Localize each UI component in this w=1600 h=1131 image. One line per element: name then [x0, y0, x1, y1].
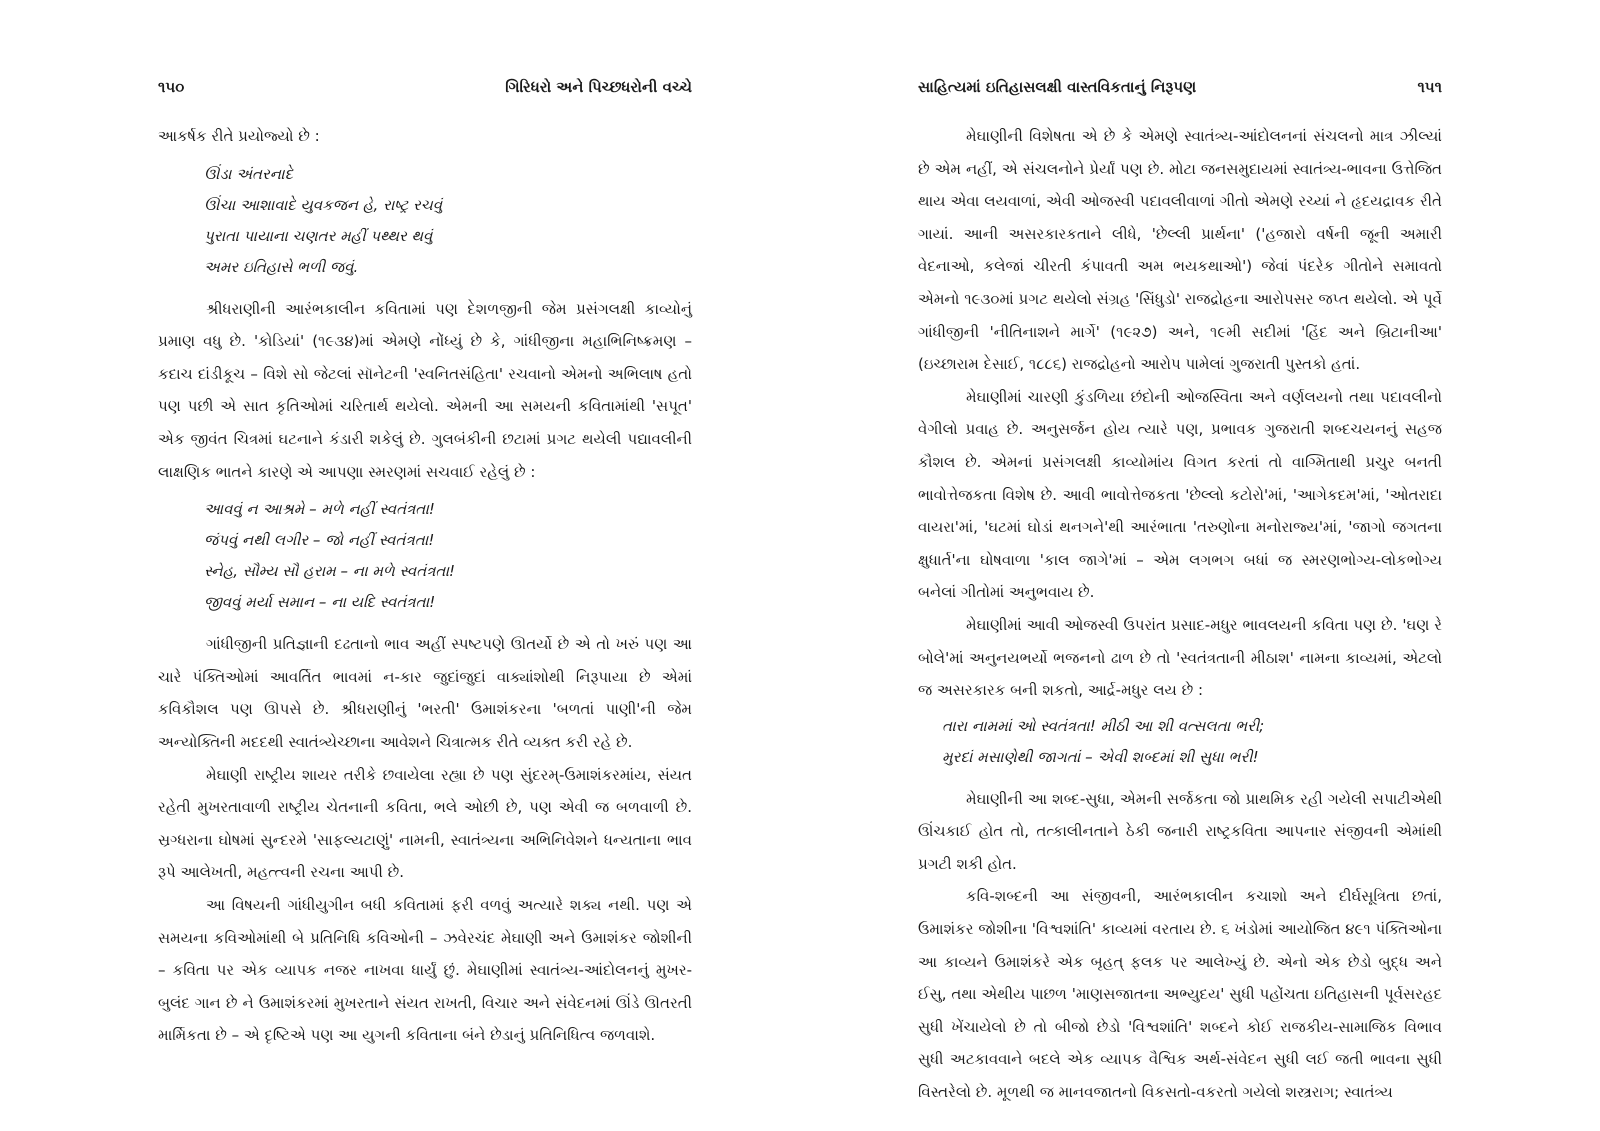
verse-line: જંપવું નથી લગીર – જો નહીં સ્વતંત્રતા! — [204, 531, 435, 550]
paragraph: આ વિષયની ગાંધીયુગીન બધી કવિતામાં ફરી વળવું અત્યારે શક્ય નથી. પણ એ સમયના કવિઓમાંથી બે પ્રતિનિધિ કવિઓની – ઝવેરચંદ મેઘાણી અને ઉમાશંકર જોશીની – કવિતા પર એક વ્યાપક નજર નાખવા ધાર્યું છું. મેઘાણીમાં સ્વાતંત્ર્ય-આંદોલનનું મુખર-બુલંદ ગાન છે ને ઉમાશંકરમાં મુખરતાને સંયત રાખતી, વિચાર અને સંવેદનમાં ઊંડે ઊતરતી માર્મિકતા છે – એ દૃષ્ટિએ પણ આ યુગની કવિતાના બંને છેડાનું પ્રતિનિધિત્વ જળવાશે. — [158, 895, 692, 1045]
running-head: ગિરિધરો અને પિચ્છધરોની વચ્ચે — [505, 78, 692, 96]
verse-line: પુરાતા પાયાના ચણતર મહીં પથ્થર થવું — [204, 226, 433, 245]
verse-block — [204, 494, 692, 618]
verse-block — [942, 711, 1442, 773]
running-head: સાહિત્યમાં ઇતિહાસલક્ષી વાસ્તવિકતાનું નિરૂપણ — [918, 78, 1197, 96]
page-number: ૧૫૦ — [158, 78, 185, 96]
right-page — [918, 78, 1442, 1109]
paragraph: મેઘાણી રાષ્ટ્રીય શાયર તરીકે છવાયેલા રહ્યા છે પણ સુંદરમ્-ઉમાશંકરમાંય, સંયત રહેતી મુખરતાવાળી રાષ્ટ્રીય ચેતનાની કવિતા, ભલે ઓછી છે, પણ એવી જ બળવાળી છે. સ્રગ્ધરાના ઘોષમાં સુન્દરમે 'સાફલ્યટાણું' નામની, સ્વાતંત્ર્યના અભિનિવેશને ધન્યતાના ભાવ રૂપે આલેખતી, મહત્ત્વની રચના આપી છે. — [158, 765, 692, 882]
verse-line: મુરદાં મસાણેથી જાગતાં – એવી શબ્દમાં શી સુધા ભરી! — [942, 747, 1259, 766]
left-page-header — [158, 78, 692, 96]
verse-line: અમર ઇતિહાસે ભળી જવું. — [204, 257, 359, 276]
verse-line: આવવું ન આશ્રમે – મળે નહીં સ્વતંત્રતા! — [204, 500, 435, 519]
paragraph: શ્રીધરાણીની આરંભકાલીન કવિતામાં પણ દેશળજીની જેમ પ્રસંગલક્ષી કાવ્યોનું પ્રમાણ વધુ છે. 'કોડિયાં' (૧૯૩૪)માં એમણે નોંધ્યું છે કે, ગાંધીજીના મહાભિનિષ્ક્રમણ – કદાચ દાંડીકૂચ – વિશે સો જેટલાં સૉનેટની 'સ્વનિતસંહિતા' રચવાનો એમનો અભિલાષ હતો પણ પછી એ સાત કૃતિઓમાં ચરિતાર્થ થયેલો. એમની આ સમયની કવિતામાંથી 'સપૂત' એક જીવંત ચિત્રમાં ઘટનાને કંડારી શકેલું છે. ગુલબંકીની છટામાં પ્રગટ થયેલી પદ્યાવલીની લાક્ષણિક ભાતને કારણે એ આપણા સ્મરણમાં સચવાઈ રહેલું છે : — [158, 299, 692, 481]
verse-line: તારા નામમાં ઓ સ્વતંત્રતા! મીઠી આ શી વત્સલતા ભરી; — [942, 716, 1265, 735]
verse-line: ઊંડા અંતરનાદે — [204, 164, 293, 183]
verse-line: જીવવું મર્યા સમાન – ના યદિ સ્વતંત્રતા! — [204, 593, 436, 612]
verse-line: સ્નેહ, સૌમ્ય સૌ હરામ – ના મળે સ્વતંત્રતા! — [204, 562, 456, 581]
paragraph: મેઘાણીમાં ચારણી કુંડળિયા છંદોની ઓજસ્વિતા અને વર્ણલયનો તથા પદાવલીનો વેગીલો પ્રવાહ છે. અનુસર્જન હોય ત્યારે પણ, પ્રભાવક ગુજરાતી શબ્દચયનનું સહજ કૌશલ છે. એમનાં પ્રસંગલક્ષી કાવ્યોમાંય વિગત કરતાં તો વાગ્મિતાથી પ્રચુર બનતી ભાવોત્તેજકતા વિશેષ છે. આવી ભાવોત્તેજકતા 'છેલ્લો કટોરો'માં, 'આગેકદમ'માં, 'ઓતરાદા વાયરા'માં, 'ઘટમાં ઘોડાં થનગને'થી આરંભાતા 'તરુણોના મનોરાજ્ય'માં, 'જાગો જગતના ક્ષુધાર્ત'ના ઘોષવાળા 'કાલ જાગે'માં – એમ લગભગ બધાં જ સ્મરણભોગ્ય-લોકભોગ્ય બનેલાં ગીતોમાં અનુભવાય છે. — [918, 387, 1442, 602]
page-number: ૧૫૧ — [1417, 78, 1442, 96]
left-page — [158, 78, 692, 1052]
paragraph: કવિ-શબ્દની આ સંજીવની, આરંભકાલીન કચાશો અને દીર્ઘસૂત્રિતા છતાં, ઉમાશંકર જોશીના 'વિશ્વશાંતિ' કાવ્યમાં વરતાય છે. ૬ ખંડોમાં આયોજિત ૪૯૧ પંક્તિઓના આ કાવ્યને ઉમાશંકરે એક બૃહત્ ફલક પર આલેખ્યું છે. એનો એક છેડો બુદ્ધ અને ઈસુ, તથા એથીય પાછળ 'માણસજાતના અભ્યુદય' સુધી પહોંચતા ઇતિહાસની પૂર્વસરહદ સુધી ખેંચાયેલો છે તો બીજો છેડો 'વિશ્વશાંતિ' શબ્દને કોઈ રાજકીય-સામાજિક વિભાવ સુધી અટકાવવાને બદલે એક વ્યાપક વૈશ્વિક અર્થ-સંવેદન સુધી લઈ જતી ભાવના સુધી વિસ્તરેલો છે. મૂળથી જ માનવજાતનો વિકસતો-વકરતો ગયેલો શસ્ત્રરાગ; સ્વાતંત્ર્ય — [918, 887, 1442, 1102]
paragraph: ગાંધીજીની પ્રતિજ્ઞાની દઢતાનો ભાવ અહીં સ્પષ્ટપણે ઊતર્યો છે એ તો ખરું પણ આ ચારે પંક્તિઓમાં આવર્તિત ભાવમાં ન-કાર જુદાંજુદાં વાક્યાંશોથી નિરૂપાયા છે એમાં કવિકૌશલ પણ ઊપસે છે. શ્રીધરાણીનું 'ભરતી' ઉમાશંકરના 'બળતાં પાણી'ની જેમ અન્યોક્તિની મદદથી સ્વાતંત્ર્યેચ્છાના આવેશને ચિત્રાત્મક રીતે વ્યક્ત કરી રહે છે. — [158, 635, 692, 751]
paragraph: મેઘાણીની વિશેષતા એ છે કે એમણે સ્વાતંત્ર્ય-આંદોલનનાં સંચલનો માત્ર ઝીલ્યાં છે એમ નહીં, એ સંચલનોને પ્રેર્યાં પણ છે. મોટા જનસમુદાયમાં સ્વાતંત્ર્ય-ભાવના ઉત્તેજિત થાય એવા લયવાળાં, એવી ઓજસ્વી પદાવલીવાળાં ગીતો એમણે રચ્યાં ને હૃદયદ્રાવક રીતે ગાયાં. આની અસરકારકતાને લીધે, 'છેલ્લી પ્રાર્થના' ('હજારો વર્ષની જૂની અમારી વેદનાઓ, કલેજાં ચીરતી કંપાવતી અમ ભયકથાઓ') જેવાં પંદરેક ગીતોને સમાવતો એમનો ૧૯૩૦માં પ્રગટ થયેલો સંગ્રહ 'સિંધુડો' રાજદ્રોહના આરોપસર જપ્ત થયેલો. એ પૂર્વે ગાંધીજીની 'નીતિનાશને માર્ગે' (૧૯૨૭) અને, ૧૯મી સદીમાં 'હિંદ અને બ્રિટાનીઆ' (ઇચ્છારામ દેસાઈ, ૧૮૮૬) રાજદ્રોહનો આરોપ પામેલાં ગુજરાતી પુસ્તકો હતાં. — [918, 127, 1442, 374]
verse-line: ઊંચા આશાવાદે યુવકજન હે, રાષ્ટ્ર રચવું — [204, 195, 443, 214]
intro-line: આકર્ષક રીતે પ્રયોજ્યો છે : — [158, 127, 320, 145]
verse-block — [204, 159, 692, 283]
paragraph: મેઘાણીમાં આવી ઓજસ્વી ઉપરાંત પ્રસાદ-મધુર ભાવલયની કવિતા પણ છે. 'ઘણ રે બોલે'માં અનુનયભર્યો ભજનનો ઢાળ છે તો 'સ્વતંત્રતાની મીઠાશ' નામના કાવ્યમાં, એટલો જ અસરકારક બની શકતો, આર્દ્ર-મધુર લય છે : — [918, 615, 1442, 700]
right-page-header — [918, 78, 1442, 96]
paragraph: મેઘાણીની આ શબ્દ-સુધા, એમની સર્જકતા જો પ્રાથમિક રહી ગયેલી સપાટીએથી ઊંચકાઈ હોત તો, તત્કાલીનતાને ઠેકી જનારી રાષ્ટ્રકવિતા આપનાર સંજીવની એમાંથી પ્રગટી શકી હોત. — [918, 789, 1442, 873]
